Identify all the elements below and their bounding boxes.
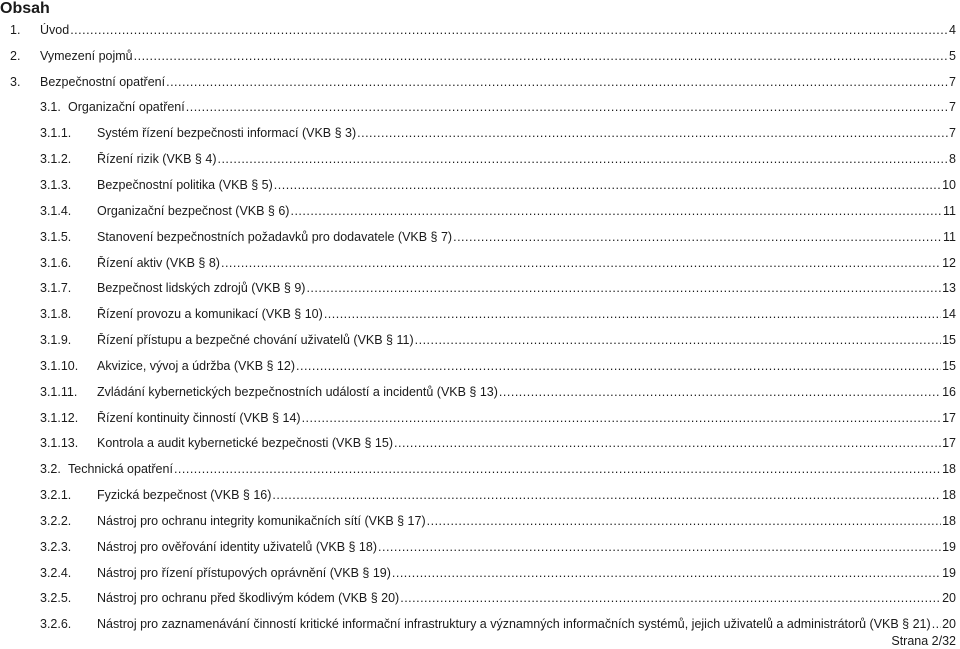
toc-entry-number: 3. xyxy=(10,74,21,89)
toc-entry-page[interactable]: 14 xyxy=(942,307,956,322)
toc-entry-page[interactable]: 12 xyxy=(942,255,956,270)
toc-entry[interactable] xyxy=(0,120,960,146)
toc-entry-label[interactable]: Úvod xyxy=(40,22,70,37)
toc-entry-label[interactable]: Organizační bezpečnost (VKB § 6) xyxy=(97,203,290,218)
toc-entry[interactable] xyxy=(0,611,960,637)
toc-entry-label[interactable]: Bezpečnostní politika (VKB § 5) xyxy=(97,177,273,192)
toc-entry-number: 3.1.2. xyxy=(40,152,72,167)
toc-entry-page[interactable]: 5 xyxy=(949,48,956,63)
toc-entry-number: 3.1.13. xyxy=(40,436,79,451)
toc-entry-label[interactable]: Nástroj pro řízení přístupových oprávnění (VKB § 19) xyxy=(97,565,391,580)
toc-entry-label[interactable]: Zvládání kybernetických bezpečnostních událostí a incidentů (VKB § 13) xyxy=(97,384,498,399)
toc-entry-number: 3.1. xyxy=(40,100,61,115)
toc-entry-label[interactable]: Bezpečnostní opatření xyxy=(40,74,166,89)
toc-dot-leader xyxy=(392,566,941,580)
toc-list xyxy=(0,17,960,637)
toc-dot-leader xyxy=(306,281,941,295)
toc-dot-leader xyxy=(296,359,941,373)
toc-entry-page[interactable]: 17 xyxy=(942,410,956,425)
toc-entry-page[interactable]: 8 xyxy=(949,152,956,167)
toc-entry[interactable] xyxy=(0,250,960,276)
toc-dot-leader xyxy=(357,126,948,140)
toc-dot-leader xyxy=(174,462,941,476)
toc-entry-page[interactable]: 20 xyxy=(942,591,956,606)
toc-entry-page[interactable]: 7 xyxy=(949,74,956,89)
toc-entry-number: 3.1.6. xyxy=(40,255,72,270)
toc-entry-page[interactable]: 18 xyxy=(942,488,956,503)
toc-entry[interactable] xyxy=(0,405,960,431)
toc-entry[interactable] xyxy=(0,172,960,198)
toc-dot-leader xyxy=(70,23,948,37)
toc-entry-number: 3.1.9. xyxy=(40,333,72,348)
toc-entry-number: 3.2.2. xyxy=(40,513,72,528)
toc-entry-number: 3.1.11. xyxy=(40,384,78,399)
toc-entry-label[interactable]: Nástroj pro zaznamenávání činností kritické informační infrastruktury a významných informačních systémů, jejich uživatelů a administrátorů (VKB § 21) xyxy=(97,617,931,632)
toc-dot-leader xyxy=(400,591,941,605)
toc-entry-label[interactable]: Technická opatření xyxy=(68,462,173,477)
toc-dot-leader xyxy=(932,617,941,631)
toc-entry[interactable] xyxy=(0,43,960,69)
toc-entry-number: 3.2.6. xyxy=(40,617,72,632)
toc-entry[interactable] xyxy=(0,327,960,353)
toc-entry[interactable] xyxy=(0,431,960,457)
toc-entry-number: 3.2.3. xyxy=(40,539,72,554)
toc-entry-page[interactable]: 18 xyxy=(942,462,956,477)
toc-entry-page[interactable]: 18 xyxy=(942,513,956,528)
page-number-footer: Strana 2/32 xyxy=(891,634,956,648)
toc-entry-label[interactable]: Řízení rizik (VKB § 4) xyxy=(97,152,217,167)
toc-entry-label[interactable]: Kontrola a audit kybernetické bezpečnosti (VKB § 15) xyxy=(97,436,394,451)
toc-dot-leader xyxy=(378,540,941,554)
toc-title: Obsah xyxy=(0,0,50,17)
toc-entry[interactable] xyxy=(0,224,960,250)
toc-dot-leader xyxy=(290,204,942,218)
toc-entry-page[interactable]: 7 xyxy=(949,100,956,115)
toc-entry[interactable] xyxy=(0,17,960,43)
toc-entry-label[interactable]: Vymezení pojmů xyxy=(40,48,133,63)
toc-entry[interactable] xyxy=(0,534,960,560)
toc-entry-label[interactable]: Systém řízení bezpečnosti informací (VKB § 3) xyxy=(97,126,357,141)
toc-entry-number: 2. xyxy=(10,48,21,63)
toc-entry[interactable] xyxy=(0,353,960,379)
toc-entry[interactable] xyxy=(0,275,960,301)
toc-entry-number: 3.2. xyxy=(40,462,61,477)
toc-dot-leader xyxy=(166,75,948,89)
toc-entry[interactable] xyxy=(0,456,960,482)
toc-entry-page[interactable]: 11 xyxy=(943,203,956,218)
toc-entry-number: 3.1.1. xyxy=(40,126,72,141)
toc-entry-number: 1. xyxy=(10,22,21,37)
toc-entry-number: 3.2.1. xyxy=(40,488,72,503)
toc-entry-label[interactable]: Řízení přístupu a bezpečné chování uživatelů (VKB § 11) xyxy=(97,333,414,348)
toc-entry-page[interactable]: 11 xyxy=(943,229,956,244)
toc-entry-number: 3.1.5. xyxy=(40,229,72,244)
toc-dot-leader xyxy=(221,256,941,270)
toc-entry-label[interactable]: Nástroj pro ochranu před škodlivým kódem (VKB § 20) xyxy=(97,591,400,606)
toc-entry-page[interactable]: 19 xyxy=(942,539,956,554)
toc-entry-page[interactable]: 16 xyxy=(942,384,956,399)
toc-entry-number: 3.1.8. xyxy=(40,307,72,322)
toc-dot-leader xyxy=(324,307,941,321)
toc-entry-label[interactable]: Bezpečnost lidských zdrojů (VKB § 9) xyxy=(97,281,306,296)
toc-entry-number: 3.1.12. xyxy=(40,410,79,425)
toc-entry[interactable] xyxy=(0,586,960,612)
toc-entry-page[interactable]: 10 xyxy=(942,177,956,192)
toc-entry-label[interactable]: Organizační opatření xyxy=(68,100,185,115)
toc-entry-page[interactable]: 4 xyxy=(949,22,956,37)
toc-entry[interactable] xyxy=(0,69,960,95)
toc-entry-page[interactable]: 13 xyxy=(942,281,956,296)
toc-entry-number: 3.1.7. xyxy=(40,281,72,296)
toc-dot-leader xyxy=(394,436,941,450)
toc-entry-label[interactable]: Nástroj pro ochranu integrity komunikačních sítí (VKB § 17) xyxy=(97,513,426,528)
toc-entry-page[interactable]: 19 xyxy=(942,565,956,580)
toc-entry-number: 3.1.3. xyxy=(40,177,72,192)
toc-entry-label[interactable]: Řízení kontinuity činností (VKB § 14) xyxy=(97,410,301,425)
toc-entry-label[interactable]: Řízení aktiv (VKB § 8) xyxy=(97,255,220,270)
toc-dot-leader xyxy=(186,100,948,114)
toc-dot-leader xyxy=(427,514,941,528)
toc-entry-number: 3.2.4. xyxy=(40,565,72,580)
toc-entry[interactable] xyxy=(0,146,960,172)
toc-entry-page[interactable]: 20 xyxy=(942,617,956,632)
toc-entry-page[interactable]: 15 xyxy=(942,333,956,348)
toc-entry[interactable] xyxy=(0,482,960,508)
toc-dot-leader xyxy=(415,333,941,347)
toc-dot-leader xyxy=(217,152,948,166)
toc-dot-leader xyxy=(272,488,941,502)
toc-dot-leader xyxy=(453,230,942,244)
toc-entry[interactable] xyxy=(0,560,960,586)
toc-entry[interactable] xyxy=(0,198,960,224)
toc-entry-label[interactable]: Stanovení bezpečnostních požadavků pro dodavatele (VKB § 7) xyxy=(97,229,453,244)
toc-entry-label[interactable]: Nástroj pro ověřování identity uživatelů (VKB § 18) xyxy=(97,539,377,554)
toc-entry[interactable] xyxy=(0,379,960,405)
toc-entry-label[interactable]: Fyzická bezpečnost (VKB § 16) xyxy=(97,488,272,503)
toc-entry-page[interactable]: 15 xyxy=(942,358,956,373)
toc-dot-leader xyxy=(499,385,941,399)
toc-entry-number: 3.1.4. xyxy=(40,203,72,218)
toc-entry[interactable] xyxy=(0,508,960,534)
toc-dot-leader xyxy=(134,49,948,63)
toc-entry-page[interactable]: 17 xyxy=(942,436,956,451)
toc-entry[interactable] xyxy=(0,95,960,121)
toc-entry-page[interactable]: 7 xyxy=(949,126,956,141)
toc-entry-number: 3.2.5. xyxy=(40,591,72,606)
toc-dot-leader xyxy=(302,411,942,425)
toc-entry-label[interactable]: Akvizice, vývoj a údržba (VKB § 12) xyxy=(97,358,295,373)
toc-entry-number: 3.1.10. xyxy=(40,358,79,373)
toc-dot-leader xyxy=(274,178,941,192)
toc-entry-label[interactable]: Řízení provozu a komunikací (VKB § 10) xyxy=(97,307,323,322)
toc-entry[interactable] xyxy=(0,301,960,327)
